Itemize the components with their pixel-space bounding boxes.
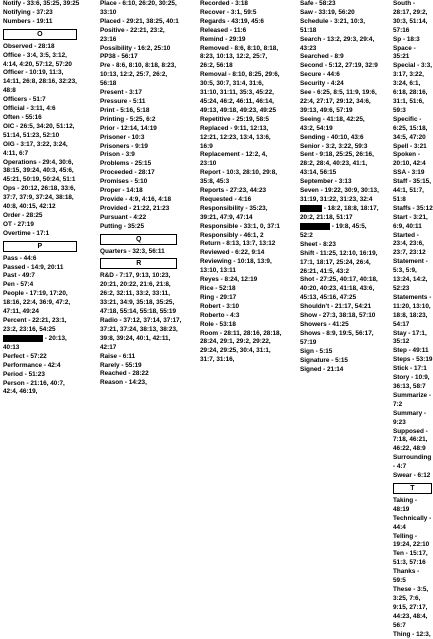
index-entry: Seeing - 41:18, 42:25, 43:2, 54:19: [300, 115, 365, 132]
index-entry: Swear - 6:12: [393, 472, 431, 480]
index-entry: South - 28:17, 29:2, 30:3, 51:14, 57:16: [393, 0, 428, 34]
index-entry: Showers - 41:25: [300, 321, 349, 328]
index-entry: Quarters - 32:3, 56:11: [100, 247, 165, 255]
index-entry: Prisoners - 9:19: [100, 142, 148, 150]
index-entry: Shift - 11:25, 12:10, 16:19, 17:1, 18:17, 25:24, 26:4, 26:21, 41:5, 43:2: [300, 249, 378, 275]
index-entry: Official - 3:11, 4:6: [3, 105, 56, 113]
index-entry: Raise - 6:11: [100, 352, 136, 360]
index-entry: Sign - 5:15: [300, 347, 333, 355]
index-entry: Rarely - 55:19: [100, 361, 142, 369]
index-entry: Responsible - 33:1, 0, 37:1: [200, 222, 280, 230]
index-entry: Positive - 22:21, 23:2, 23:16: [100, 26, 165, 43]
index-entry: Taking - 48:19: [393, 496, 418, 513]
index-entry: Proceeded - 28:17: [100, 169, 155, 177]
index-entry: Technically - 44:4: [393, 514, 432, 531]
index-entry: Sending - 40:10, 43:6: [300, 133, 364, 141]
index-entry: Reached - 28:22: [100, 370, 149, 378]
index-entry: Past - 49:7: [3, 272, 35, 280]
index-entry: Safe - 58:23: [300, 0, 336, 7]
index-entry: Show - 27:3, 38:18, 57:10: [300, 312, 376, 320]
index-entry: Statements - 11:20, 13:10, 18:8, 18:23, 54:17: [393, 293, 432, 328]
index-entry: Observed - 28:18: [3, 42, 55, 50]
index-entry: Overtime - 17:1: [3, 229, 50, 237]
index-entry: Person - 21:16, 40:7, 42:4, 46:19,: [3, 379, 65, 396]
index-entry: Place - 6:10, 26:20, 30:25, 33:10: [100, 0, 177, 16]
index-entry: Perfect - 57:22: [3, 352, 47, 360]
index-entry: Roberto - 4:3: [200, 311, 240, 319]
index-entry: Shows - 8:9, 19:5, 56:17, 57:19: [300, 329, 374, 346]
index-entry: Placed - 29:21, 38:25, 40:1: [100, 17, 179, 25]
index-entry: See - 6:25, 8:5, 11:9, 19:6, 22:4, 27:17, 29:12, 34:6, 39:13, 49:6, 57:19: [300, 89, 377, 114]
index-entry: OT - 27:19: [3, 220, 34, 228]
index-column-5: [393, 0, 433, 638]
letter-section-header: P: [3, 241, 77, 252]
index-entry: Passed - 14:9, 20:11: [3, 263, 64, 271]
index-entry: Specific - 6:25, 15:18, 34:5, 47:20: [393, 115, 428, 141]
index-entry: Reviewing - 10:18, 13:9, 13:10, 13:11: [200, 258, 272, 275]
index-entry: Started - 23:4, 23:6, 23:7, 23:12: [393, 231, 426, 257]
index-entry: Space - 35:21: [393, 44, 416, 61]
index-entry: Ten - 15:17, 51:3, 57:16: [393, 550, 428, 567]
index-entry: Thing - 12:3,: [393, 630, 431, 638]
index-entry: Story - 10:9, 36:13, 58:7: [393, 374, 430, 390]
index-entry: Recorded - 3:18: [200, 0, 248, 7]
index-entry: Pursuant - 4:22: [100, 213, 147, 221]
index-entry: Stay - 17:1, 35:12: [393, 329, 427, 346]
index-entry: Order - 28:25: [3, 211, 43, 219]
index-entry: Ring - 29:17: [200, 293, 237, 301]
redaction-bar: [3, 335, 43, 342]
index-entry: Report - 10:3, 28:10, 29:8, 35:8, 45:3: [200, 169, 278, 186]
index-entry: Pass - 44:6: [3, 254, 37, 262]
index-entry: Often - 55:16: [3, 113, 42, 121]
index-entry: Requested - 4:16: [200, 195, 252, 203]
index-entry: Possibility - 16:2, 25:10: [100, 44, 171, 52]
index-entry: Robert - 3:10: [200, 302, 240, 310]
index-entry: Supposed - 7:18, 46:21, 46:22, 48:9: [393, 427, 428, 453]
index-entry: OIG - 3:17, 3:22, 3:24, 4:11, 6:7: [3, 140, 68, 157]
index-entry: Search - 13:2, 29:3, 29:4, 43:23: [300, 35, 375, 52]
index-entry: Thanks - 59:5: [393, 568, 420, 585]
index-entry: Replaced - 9:11, 12:13, 12:21, 12:23, 13:4, 13:6, 16:9: [200, 124, 271, 150]
index-entry: Prior - 12:14, 14:19: [100, 124, 157, 132]
index-entry: Signature - 5:15: [300, 356, 348, 364]
index-entry: Searched - 8:9: [300, 53, 344, 61]
index-entry: Spell - 3:21: [393, 142, 427, 150]
index-entry: Sent - 9:18, 25:25, 26:16, 28:2, 28:4, 40:23, 41:1, 43:14, 56:15: [300, 151, 374, 177]
index-column-4: [300, 0, 380, 400]
index-entry: Removed - 8:6, 8:10, 8:18, 8:23, 10:13, 12:2, 25:7, 26:2, 56:18: [200, 44, 279, 70]
index-entry: Promises - 5:10: [100, 178, 148, 186]
index-entry: Rice - 52:18: [200, 285, 236, 292]
index-entry: These - 3:5, 3:25, 7:6, 9:15, 27:17, 44:23, 48:4, 56:7: [393, 586, 429, 629]
index-entry: Notify - 33:6, 35:25, 39:25: [3, 0, 80, 7]
index-entry: Provided - 21:22, 21:23: [100, 204, 170, 212]
index-entry: Putting - 35:25: [100, 222, 145, 230]
letter-section-header: T: [393, 483, 432, 494]
index-entry: Notifying - 37:23: [3, 8, 53, 16]
index-entry: Stick - 17:1: [393, 365, 427, 373]
index-entry: Provide - 4:9, 4:16, 4:18: [100, 195, 172, 203]
index-entry: Secure - 44:6: [300, 71, 340, 79]
index-entry-redacted: [3, 335, 81, 353]
index-entry: Surrounding - 4:7: [393, 454, 432, 471]
index-entry: Reyes - 8:24, 12:19: [200, 276, 258, 284]
index-entry: Repetitive - 25:19, 58:5: [200, 115, 269, 123]
index-entry: Schedule - 3:21, 10:3, 51:18: [300, 17, 365, 34]
index-entry: Recover - 3:1, 59:5: [200, 8, 257, 16]
index-entry: Remind - 29:19: [200, 35, 246, 43]
index-entry: Statement - 5:3, 5:9, 13:24, 14:2, 52:23: [393, 258, 428, 292]
index-entry: PP38 - 56:17: [100, 53, 138, 61]
index-entry: SSA - 3:19: [393, 169, 425, 177]
index-entry: Shot - 27:25, 40:17, 40:18, 40:20, 40:23, 41:18, 43:6, 45:13, 45:16, 47:25: [300, 276, 378, 302]
index-entry: Seven - 19:22, 30:9, 30:13, 31:19, 31:22, 31:23, 32:4: [300, 187, 379, 203]
index-entry: Telling - 19:24, 22:10: [393, 532, 430, 549]
index-entry: Prison - 3:9: [100, 151, 135, 159]
index-entry: Operations - 29:4, 30:6, 38:15, 39:24, 40:3, 45:6, 45:21, 50:19, 50:24, 51:1: [3, 158, 76, 184]
index-entry: Officers - 51:7: [3, 96, 46, 104]
index-entry-pages: - 20:13, 40:13: [3, 335, 67, 351]
index-entry: Saw - 33:19, 56:20: [300, 8, 355, 16]
letter-section-header: Q: [100, 234, 177, 245]
letter-section-header: O: [3, 29, 77, 40]
index-entry: Prisoner - 10:3: [100, 133, 145, 141]
index-entry: Steps - 53:19: [393, 356, 433, 364]
index-entry: Room - 28:11, 28:16, 28:18, 28:24, 29:1, 29:2, 29:22, 29:24, 29:25, 30:4, 31:1, 31:7, 31:16,: [200, 329, 282, 364]
index-entry: Regards - 43:19, 45:6: [200, 17, 264, 25]
index-entry: Problems - 25:15: [100, 160, 152, 168]
index-entry: Reports - 27:23, 44:23: [200, 187, 267, 195]
index-entry: Spoken - 20:10, 42:4: [393, 151, 426, 168]
index-entry: Responsibly - 46:1, 2: [200, 231, 264, 239]
index-entry-pages: - 19:8, 45:5, 52:2: [300, 223, 367, 239]
index-entry: Pressure - 5:11: [100, 97, 146, 105]
index-entry: Performance - 42:4: [3, 361, 61, 369]
index-column-2: [100, 0, 182, 400]
index-entry: Role - 53:18: [200, 320, 236, 328]
index-entry: Staffs - 35:12: [393, 204, 433, 212]
redaction-bar: [300, 223, 330, 230]
index-entry: Shouldn't - 21:17, 54:21: [300, 303, 372, 311]
index-entry: Sheet - 8:23: [300, 240, 336, 248]
index-entry: OIC - 26:5, 34:20, 51:12, 51:14, 51:23, 52:10: [3, 122, 75, 139]
index-entry: Pen - 57:4: [3, 281, 34, 289]
redaction-bar: [300, 205, 322, 212]
index-entry: Present - 3:17: [100, 89, 142, 97]
index-entry: Reason - 14:23,: [100, 379, 147, 387]
index-entry: Summarize - 7:2: [393, 391, 432, 408]
index-entry: Second - 5:12, 27:19, 32:9: [300, 62, 378, 70]
index-entry: Return - 8:13, 13:7, 13:12: [200, 240, 276, 248]
index-entry-pages: - 18:2, 18:8, 18:17, 20:2, 21:18, 51:17: [300, 205, 379, 221]
index-entry: Percent - 22:21, 23:1, 23:2, 23:16, 54:25: [3, 317, 67, 333]
index-entry: Senior - 3:2, 3:22, 59:3: [300, 142, 368, 150]
index-entry: Special - 3:3, 3:17, 3:22, 3:24, 6:1, 6:18, 28:16, 31:1, 51:6, 59:3: [393, 62, 433, 114]
index-entry: Pre - 8:6, 8:10, 8:18, 8:23, 10:13, 12:2, 25:7, 26:2, 56:18: [100, 62, 177, 88]
index-entry-redacted: [300, 223, 380, 241]
index-entry: R&D - 7:17, 9:13, 10:23, 20:21, 20:22, 21:6, 21:8, 26:2, 32:11, 33:2, 33:11, 33:21, 34:9, 35:18, 35:25, 47:18, 55:14, 55:18, 55:19: [100, 272, 177, 316]
index-entry: Sp - 18:3: [393, 35, 420, 43]
index-entry: Office - 3:4, 3:5, 3:12, 4:14, 4:20, 57:12, 57:20: [3, 51, 72, 68]
index-entry: Radio - 37:12, 37:14, 37:17, 37:21, 37:24, 38:13, 38:23, 39:8, 39:24, 40:1, 42:11, 42:17: [100, 317, 182, 351]
index-entry: Step - 49:11: [393, 347, 429, 355]
index-entry: Security - 4:24: [300, 80, 344, 88]
index-entry: Staff - 35:15, 44:1, 51:7, 51:8: [393, 178, 432, 203]
index-entry: Officer - 10:19, 11:3, 14:11, 26:8, 28:16, 32:23, 48:8: [3, 69, 77, 95]
index-entry: Replacement - 12:2, 4, 23:10: [200, 151, 268, 168]
index-entry: September - 3:13: [300, 178, 352, 186]
index-entry: Proper - 14:18: [100, 187, 143, 195]
index-entry: Removal - 8:10, 8:25, 29:6, 30:5, 30:7, 31:4, 31:6, 31:10, 31:11, 35:3, 45:22, 45:24, 46:2, 46:11, 46:14, 49:13, 49:18, 49:23, 49:25: [200, 71, 280, 114]
index-entry: Printing - 5:25, 6:2: [100, 115, 156, 123]
index-entry: Signed - 21:14: [300, 365, 344, 373]
index-entry-redacted: [300, 205, 380, 223]
index-entry: Reviewed - 6:22, 9:14: [200, 249, 265, 257]
index-entry: Start - 3:21, 6:9, 40:11: [393, 213, 428, 230]
index-entry: Summary - 9:23: [393, 409, 427, 426]
index-entry: Period - 51:23: [3, 370, 45, 378]
letter-section-header: R: [100, 258, 177, 269]
index-entry: Released - 11:6: [200, 26, 247, 34]
index-entry: Ops - 20:12, 26:18, 33:6, 37:7, 37:9, 37:24, 38:18, 40:8, 40:15, 42:12: [3, 185, 76, 211]
index-entry: Numbers - 19:11: [3, 17, 53, 25]
index-entry: Print - 5:16, 5:18: [100, 106, 150, 114]
index-column-3: [200, 0, 282, 400]
index-column-1: [3, 0, 81, 400]
index-entry: Responsibility - 35:23, 39:21, 47:9, 47:14: [200, 204, 268, 221]
index-entry: People - 17:19, 17:20, 18:16, 22:4, 36:9, 47:2, 47:11, 49:24: [3, 290, 71, 316]
